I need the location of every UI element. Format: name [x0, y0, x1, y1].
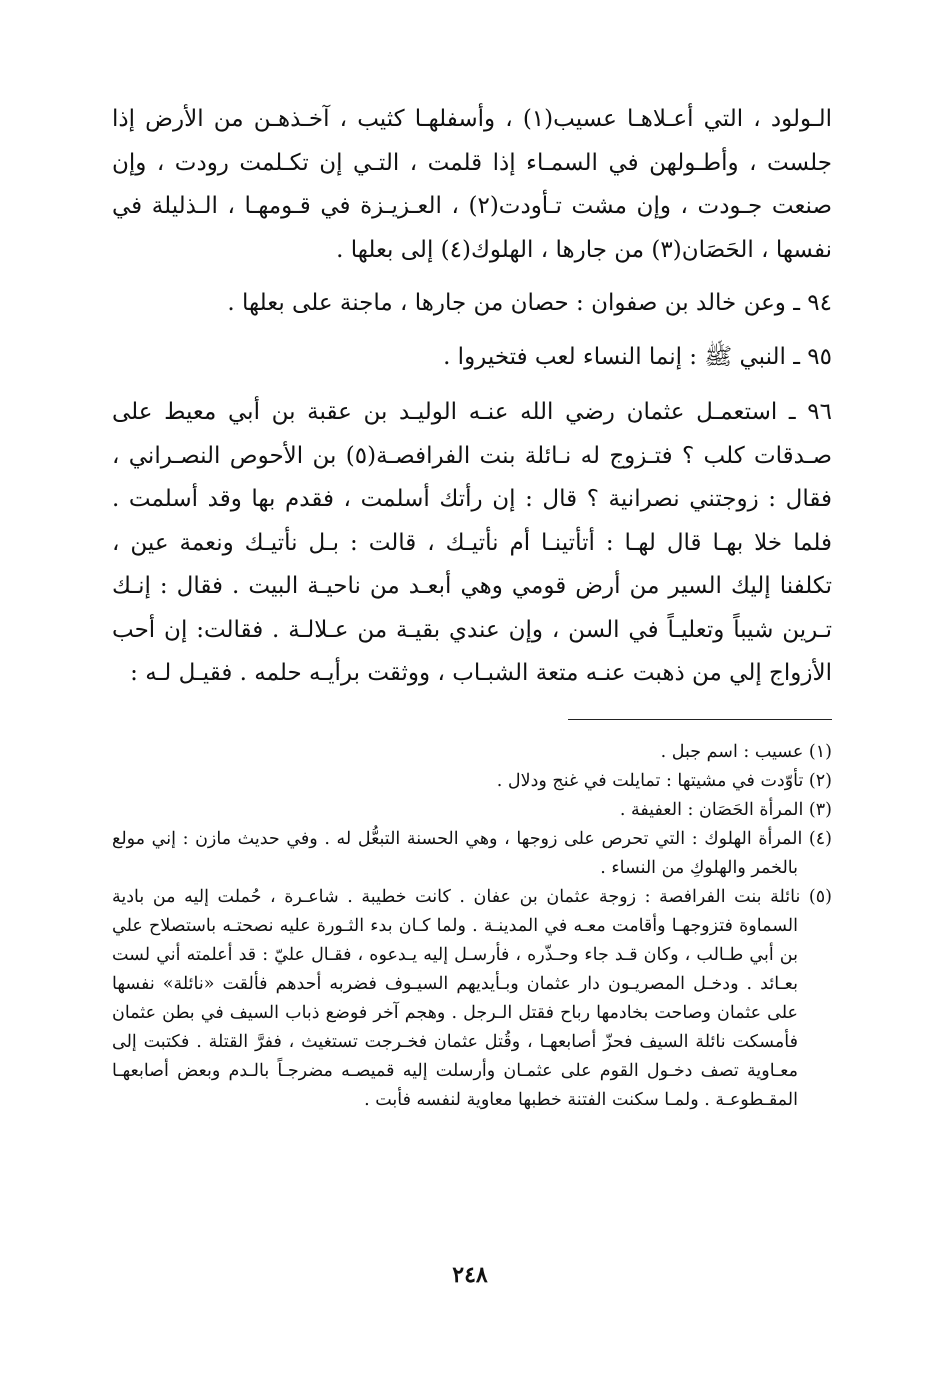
footnote-2: (٢) تأوّدت في مشيتها : تمايلت في غنج ودلال . — [496, 771, 832, 791]
paragraph-bride-description: الـولود ، التي أعـلاهـا عسيب(١) ، وأسفلهـا كثيب ، آخـذهـن من الأرض إذا جلست ، وأطـولهن في السمـاء إذا قلمت ، التـي إن تكـلمت رودت ، وإن صنعت جـودت ، وإن مشت تـأودت(٢) ، العـزيـزة في قـومهـا ، الـذليلة في نفسها ، الحَصَان(٣) من جارها ، الهلوك(٤) إلى بعلها . — [112, 106, 833, 263]
footnote-1: (١) عسيب : اسم جبل . — [660, 742, 832, 762]
footnotes-section — [112, 738, 832, 1115]
footnote-separator-line — [568, 719, 832, 720]
footnote-4: (٤) المرأة الهلوك : التي تحرص على زوجها ، وهي الحسنة التبعُّل له . وفي حديث مازن : إني مولع بالخمر والهلوكِ من النساء . — [112, 829, 832, 878]
paragraph-94: ٩٤ ـ وعن خالد بن صفوان : حصان من جارها ، ماجنة على بعلها . — [227, 290, 832, 316]
paragraph-96: ٩٦ ـ استعمـل عثمان رضي الله عنـه الوليـد بن عقبة بن أبي معيط على صـدقات كلب ؟ فتـزوج له نـائلة بنت الفرافصـة(٥) بن الأحوص النصـراني ، فقال : زوجتني نصرانية ؟ قال : إن رأتك أسلمت ، فقدم بها وقد أسلمت . فلما خلا بهـا قال لهـا : أتأتينـا أم نأتيـك ، قالت : بـل نأتيـك ونعمة عين ، تكلفنا إليك السير من أرض قومي وهي أبعـد من ناحيـة البيت . فقال : إنـك تـرين شيباً وتعليـاً في السن ، وإن عندي بقيـة من عـلالـة . فقالت: إن أحب الأزواج إلي من ذهبت عنـه متعة الشبـاب ، ووثقت برأيـه حلمه . فقيـل لـه : — [112, 399, 832, 686]
page-number: ٢٤٨ — [452, 1262, 488, 1288]
footnote-5: (٥) نائلة بنت الفرافصة : زوجة عثمان بن عفان . كانت خطيبة . شاعـرة ، حُملت إليه من بادية السماوة فتزوجهـا وأقامت معـه في المدينـة . ولما كـان بدء الثـورة عليه نصحتـه باستصلاح علي بن أبي طـالب ، وكان قـد جاء وحـذّره ، فأرسـل إليه يـدعوه ، فقـال عليّ : قد أعلمته أني لست بعـائد . ودخـل المصريـون دار عثمان وبـأيديهم السيـوف فضربه أحدهم فألقت «نائلة» نفسها على عثمان وصاحت بخادمها رباح فقتل الـرجل . وهجم آخر فوضع ذباب السيف في بطن عثمان فأمسكت نائلة السيف فحزّ أصابعهـا ، وقُتل عثمان فخـرجت تستغيث ، ففرَّ القتلة . فكتبت إلى معـاوية تصف دخـول القوم على عثمـان وأرسلت إليه قميصـه مضرجـاً بالـدم وبعض أصابعهـا المقـطوعـة . ولمـا سكنت الفتنة خطبها معاوية لنفسه فأبت . — [112, 887, 832, 1110]
paragraph-95: ٩٥ ـ النبي ﷺ : إنما النساء لعب فتخيروا . — [443, 343, 832, 370]
main-text-block — [112, 98, 832, 696]
footnote-3: (٣) المرأة الحَصَان : العفيفة . — [619, 800, 832, 820]
